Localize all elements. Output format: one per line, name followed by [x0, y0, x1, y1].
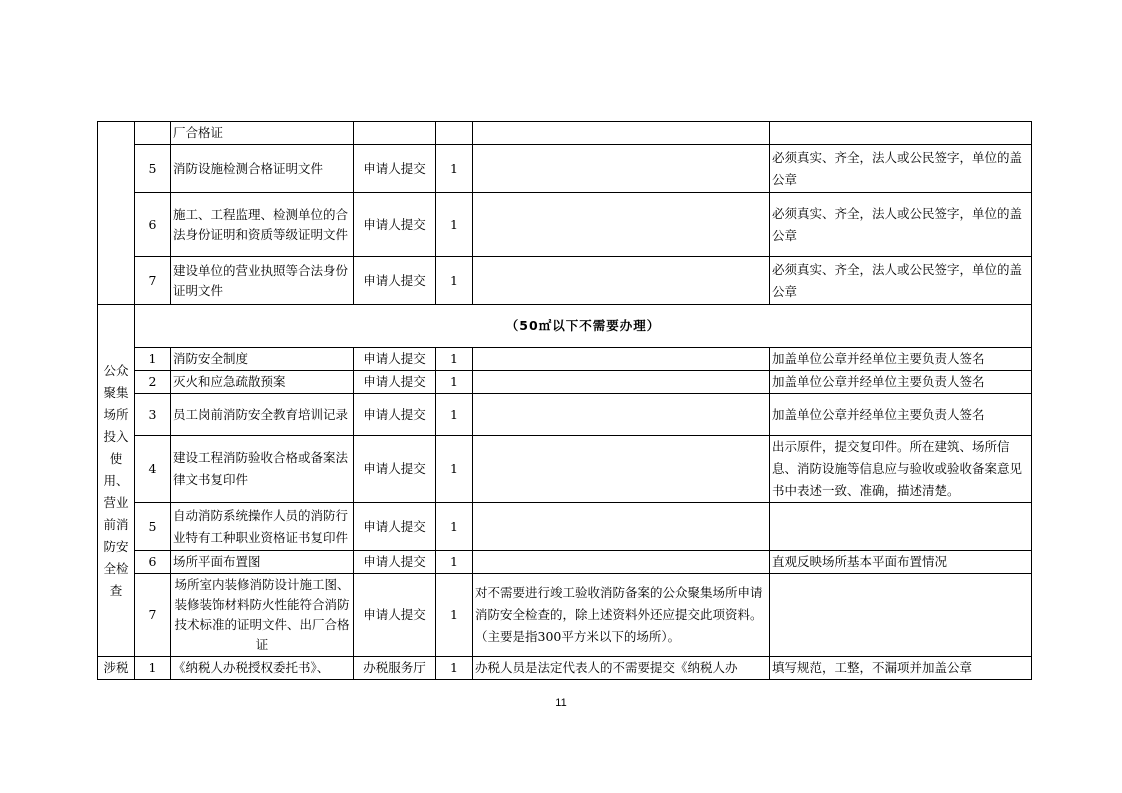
copy-count: 1 [436, 551, 473, 574]
table-row [98, 371, 1032, 394]
material-spec [473, 348, 770, 371]
material-name: 员工岗前消防安全教育培训记录 [171, 394, 354, 436]
material-source: 办税服务厅 [354, 657, 436, 680]
material-source: 申请人提交 [354, 503, 436, 551]
table-row [98, 394, 1032, 436]
material-name: 场所平面布置图 [171, 551, 354, 574]
table-row [98, 436, 1032, 503]
material-name: 建设工程消防验收合格或备案法律文书复印件 [171, 436, 354, 503]
category-label: 涉税 [98, 657, 135, 680]
row-number: 1 [135, 348, 171, 371]
category-label: 公众聚集场所投入使用、营业前消防安全检查 [103, 362, 129, 598]
table-row [98, 145, 1032, 193]
material-spec [473, 122, 770, 145]
copy-count [436, 122, 473, 145]
material-source [354, 122, 436, 145]
table-row [98, 122, 1032, 145]
material-source: 申请人提交 [354, 551, 436, 574]
material-name: 《纳税人办税授权委托书》、 [171, 657, 354, 680]
material-source: 申请人提交 [354, 348, 436, 371]
banner-row [98, 305, 1032, 348]
material-note [770, 122, 1032, 145]
material-note [770, 503, 1032, 551]
copy-count: 1 [436, 657, 473, 680]
row-number [135, 122, 171, 145]
material-spec [473, 551, 770, 574]
row-number: 6 [135, 551, 171, 574]
copy-count: 1 [436, 574, 473, 657]
row-number: 7 [135, 574, 171, 657]
document-table [97, 121, 1032, 680]
table-row [98, 657, 1032, 680]
material-source: 申请人提交 [354, 371, 436, 394]
category-cell [98, 305, 135, 657]
copy-count: 1 [436, 394, 473, 436]
row-number: 7 [135, 257, 171, 305]
material-note: 出示原件，提交复印件。所在建筑、场所信息、消防设施等信息应与验收或验收备案意见书中表述一致、准确，描述清楚。 [770, 436, 1032, 503]
material-note: 加盖单位公章并经单位主要负责人签名 [770, 371, 1032, 394]
material-spec [473, 371, 770, 394]
section-banner: （50㎡以下不需要办理） [135, 305, 1032, 348]
material-note: 加盖单位公章并经单位主要负责人签名 [770, 394, 1032, 436]
table-row [98, 193, 1032, 257]
row-number: 5 [135, 503, 171, 551]
material-source: 申请人提交 [354, 257, 436, 305]
material-spec [473, 145, 770, 193]
copy-count: 1 [436, 503, 473, 551]
material-spec: 对不需要进行竣工验收消防备案的公众聚集场所申请消防安全检查的，除上述资料外还应提交此项资料。（主要是指300平方米以下的场所）。 [473, 574, 770, 657]
material-name: 厂合格证 [171, 122, 354, 145]
table-row [98, 348, 1032, 371]
material-spec [473, 436, 770, 503]
row-number: 3 [135, 394, 171, 436]
material-name: 灭火和应急疏散预案 [171, 371, 354, 394]
material-note: 直观反映场所基本平面布置情况 [770, 551, 1032, 574]
material-spec [473, 193, 770, 257]
material-note [770, 574, 1032, 657]
category-cell [98, 122, 135, 305]
row-number: 2 [135, 371, 171, 394]
row-number: 4 [135, 436, 171, 503]
material-source: 申请人提交 [354, 436, 436, 503]
material-note: 必须真实、齐全，法人或公民签字，单位的盖公章 [770, 145, 1032, 193]
material-name: 消防设施检测合格证明文件 [171, 145, 354, 193]
material-spec [473, 394, 770, 436]
row-number: 1 [135, 657, 171, 680]
material-name: 施工、工程监理、检测单位的合法身份证明和资质等级证明文件 [171, 193, 354, 257]
material-source: 申请人提交 [354, 145, 436, 193]
material-spec [473, 257, 770, 305]
row-number: 5 [135, 145, 171, 193]
material-note: 必须真实、齐全，法人或公民签字，单位的盖公章 [770, 193, 1032, 257]
table-row [98, 503, 1032, 551]
page-number: 11 [555, 697, 567, 709]
copy-count: 1 [436, 436, 473, 503]
material-name: 自动消防系统操作人员的消防行业特有工种职业资格证书复印件 [171, 503, 354, 551]
copy-count: 1 [436, 371, 473, 394]
table-row [98, 574, 1032, 657]
material-source: 申请人提交 [354, 394, 436, 436]
material-note: 填写规范，工整，不漏项并加盖公章 [770, 657, 1032, 680]
copy-count: 1 [436, 193, 473, 257]
copy-count: 1 [436, 257, 473, 305]
material-source: 申请人提交 [354, 193, 436, 257]
row-number: 6 [135, 193, 171, 257]
material-note: 加盖单位公章并经单位主要负责人签名 [770, 348, 1032, 371]
table-row [98, 257, 1032, 305]
material-name: 消防安全制度 [171, 348, 354, 371]
copy-count: 1 [436, 145, 473, 193]
table-row [98, 551, 1032, 574]
material-note: 必须真实、齐全，法人或公民签字，单位的盖公章 [770, 257, 1032, 305]
material-source: 申请人提交 [354, 574, 436, 657]
material-spec [473, 503, 770, 551]
copy-count: 1 [436, 348, 473, 371]
material-spec: 办税人员是法定代表人的不需要提交《纳税人办 [473, 657, 770, 680]
material-name: 建设单位的营业执照等合法身份证明文件 [171, 257, 354, 305]
material-name: 场所室内装修消防设计施工图、装修装饰材料防火性能符合消防技术标准的证明文件、出厂合格证 [171, 574, 354, 657]
